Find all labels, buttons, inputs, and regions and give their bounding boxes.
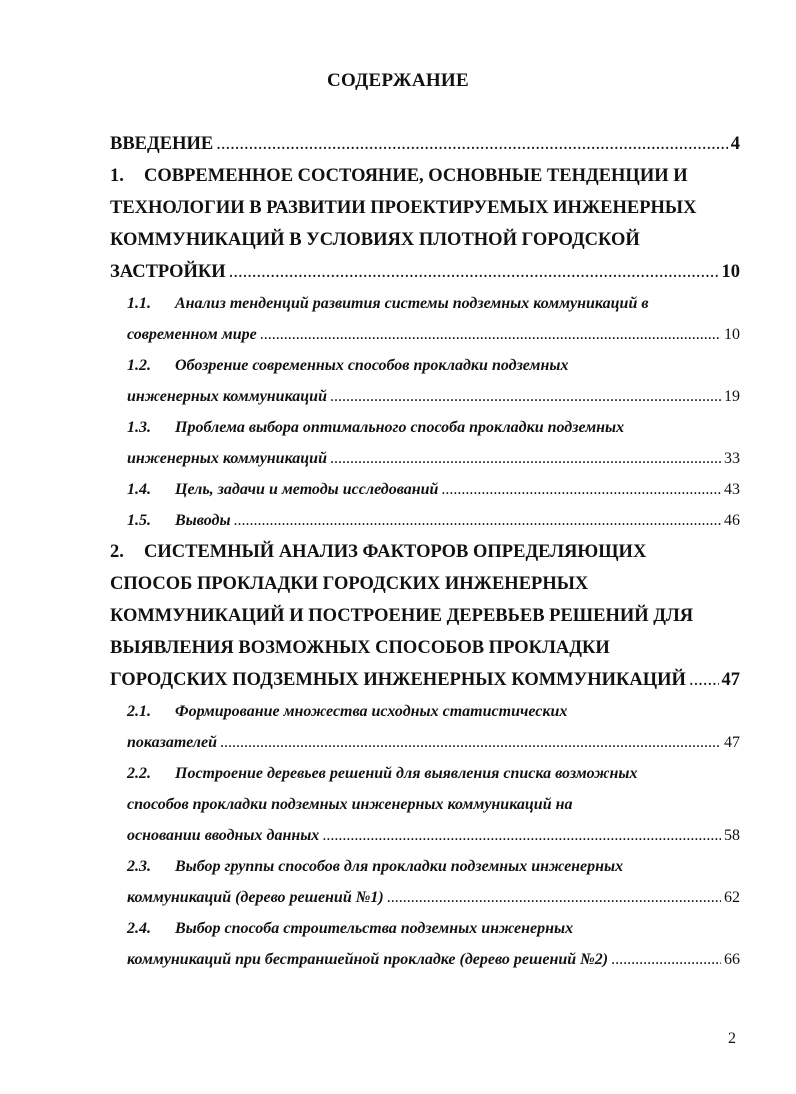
dot-leader (689, 664, 719, 696)
toc-entry-title: коммуникаций (дерево решений №1) (127, 889, 384, 906)
toc-entry-section-1-3[interactable] (110, 412, 740, 474)
toc-page-number: 58 (724, 827, 740, 844)
toc-entry-title: показателей (127, 734, 217, 751)
toc-entry-number: 1.2. (127, 357, 151, 374)
page-number: 2 (728, 1030, 736, 1047)
toc-entry-number: 2.3. (127, 858, 151, 875)
toc-page-number: 47 (721, 670, 740, 690)
toc-page-number: 47 (724, 734, 740, 751)
toc-entry-number: 1. (110, 166, 124, 186)
toc-entry-title: инженерных коммуникаций (127, 388, 327, 405)
toc-entry-number: 2.4. (127, 920, 151, 937)
dot-leader (330, 381, 721, 412)
toc-page-number: 46 (724, 512, 740, 529)
toc-entry-title: ВВЕДЕНИЕ (110, 134, 214, 154)
toc-entry-title: Проблема выбора оптимального способа прокладки подземных (175, 419, 625, 436)
toc-page-number: 62 (724, 889, 740, 906)
toc-entry-title: способов прокладки подземных инженерных коммуникаций на (127, 796, 573, 813)
dot-leader (322, 820, 721, 851)
toc-page-number: 10 (721, 262, 740, 282)
dot-leader (441, 474, 721, 505)
toc-entry-title: СПОСОБ ПРОКЛАДКИ ГОРОДСКИХ ИНЖЕНЕРНЫХ (110, 574, 589, 594)
toc-entry-number: 2.1. (127, 703, 151, 720)
toc-page-number: 19 (724, 388, 740, 405)
dot-leader (260, 319, 721, 350)
page-title: СОДЕРЖАНИЕ (327, 70, 469, 91)
toc-page-number: 66 (724, 951, 740, 968)
dot-leader (216, 128, 728, 160)
toc-entry-title: современном мире (127, 326, 257, 343)
toc-entry-title: КОММУНИКАЦИЙ И ПОСТРОЕНИЕ ДЕРЕВЬЕВ РЕШЕНИЙ ДЛЯ (110, 606, 694, 626)
dot-leader (234, 505, 721, 536)
toc-entry-introduction[interactable] (110, 128, 740, 160)
toc-entry-title: Формирование множества исходных статистических (175, 703, 568, 720)
toc-entry-number: 1.3. (127, 419, 151, 436)
toc-entry-title: основании вводных данных (127, 827, 320, 844)
dot-leader (220, 727, 721, 758)
toc-entry-title: СОВРЕМЕННОЕ СОСТОЯНИЕ, ОСНОВНЫЕ ТЕНДЕНЦИИ И (144, 166, 688, 186)
toc-entry-section-1-1[interactable] (110, 288, 740, 350)
dot-leader (229, 256, 719, 288)
toc-entry-section-1-4[interactable] (110, 474, 740, 505)
toc-entry-section-2-4[interactable] (110, 913, 740, 975)
toc-entry-title: ГОРОДСКИХ ПОДЗЕМНЫХ ИНЖЕНЕРНЫХ КОММУНИКАЦИЙ (110, 670, 686, 690)
toc-entry-section-2-3[interactable] (110, 851, 740, 913)
dot-leader (387, 882, 721, 913)
toc-entry-title: КОММУНИКАЦИЙ В УСЛОВИЯХ ПЛОТНОЙ ГОРОДСКОЙ (110, 230, 640, 250)
toc-entry-chapter-2[interactable] (110, 536, 740, 696)
toc-page-number: 4 (730, 134, 740, 154)
toc-entry-number: 1.1. (127, 295, 151, 312)
toc-entry-title: Выбор способа строительства подземных инженерных (175, 920, 574, 937)
toc-entry-title: Обозрение современных способов прокладки подземных (175, 357, 569, 374)
toc-entry-title: СИСТЕМНЫЙ АНАЛИЗ ФАКТОРОВ ОПРЕДЕЛЯЮЩИХ (144, 542, 647, 562)
toc-entry-title: коммуникаций при бестраншейной прокладке (дерево решений №2) (127, 951, 609, 968)
dot-leader (330, 443, 721, 474)
toc-entry-title: Анализ тенденций развития системы подземных коммуникаций в (175, 295, 649, 312)
toc-entry-number: 1.5. (127, 512, 151, 529)
toc-entry-title: Выводы (175, 512, 231, 529)
toc-entry-title: Цель, задачи и методы исследований (175, 481, 439, 498)
toc-page-number: 43 (724, 481, 740, 498)
toc-page-number: 10 (724, 326, 740, 343)
toc-entry-section-2-1[interactable] (110, 696, 740, 758)
toc-entry-title: ЗАСТРОЙКИ (110, 262, 226, 282)
table-of-contents (110, 128, 740, 975)
toc-page-number: 33 (724, 450, 740, 467)
toc-entry-title: Построение деревьев решений для выявления списка возможных (175, 765, 638, 782)
toc-entry-chapter-1[interactable] (110, 160, 740, 288)
toc-entry-section-2-2[interactable] (110, 758, 740, 851)
dot-leader (611, 944, 721, 975)
toc-entry-title: ВЫЯВЛЕНИЯ ВОЗМОЖНЫХ СПОСОБОВ ПРОКЛАДКИ (110, 638, 610, 658)
toc-entry-title: ТЕХНОЛОГИИ В РАЗВИТИИ ПРОЕКТИРУЕМЫХ ИНЖЕНЕРНЫХ (110, 198, 697, 218)
toc-entry-number: 2.2. (127, 765, 151, 782)
toc-entry-section-1-5[interactable] (110, 505, 740, 536)
toc-entry-number: 2. (110, 542, 124, 562)
toc-entry-title: Выбор группы способов для прокладки подземных инженерных (175, 858, 624, 875)
toc-entry-number: 1.4. (127, 481, 151, 498)
toc-entry-title: инженерных коммуникаций (127, 450, 327, 467)
toc-entry-section-1-2[interactable] (110, 350, 740, 412)
